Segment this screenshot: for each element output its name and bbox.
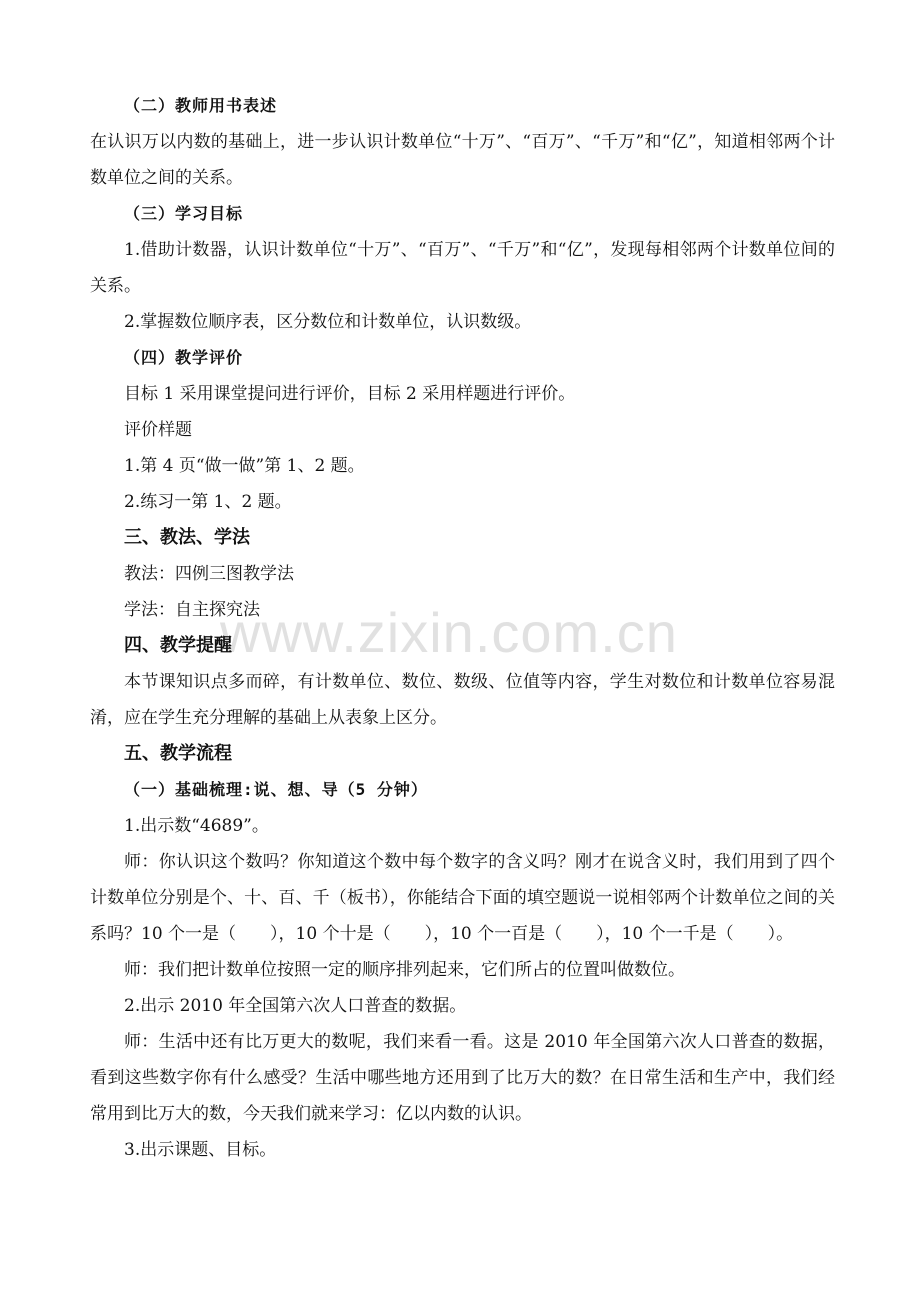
paragraph: 在认识万以内数的基础上，进一步认识计数单位“十万”、“百万”、“千万”和“亿”，知道相邻两个计数单位之间的关系。 <box>90 132 835 188</box>
document-page <box>90 88 835 1168</box>
paragraph: 2.练习一第 1、2 题。 <box>124 492 292 512</box>
paragraph: 评价样题 <box>124 420 192 440</box>
paragraph: 2.出示 2010 年全国第六次人口普查的数据。 <box>124 996 467 1016</box>
paragraph: 本节课知识点多而碎，有计数单位、数位、数级、位值等内容，学生对数位和计数单位容易混淆，应在学生充分理解的基础上从表象上区分。 <box>90 672 835 728</box>
subsection-heading: （三）学习目标 <box>124 204 244 223</box>
subsection-heading: （二）教师用书表述 <box>124 96 278 115</box>
paragraph: 1.第 4 页“做一做”第 1、2 题。 <box>124 456 365 476</box>
paragraph: 师：我们把计数单位按照一定的顺序排列起来，它们所占的位置叫做数位。 <box>124 960 685 980</box>
paragraph: 2.掌握数位顺序表，区分数位和计数单位，认识数级。 <box>124 312 532 332</box>
section-heading: 四、教学提醒 <box>124 635 232 656</box>
paragraph: 师：你认识这个数吗？你知道这个数中每个数字的含义吗？刚才在说含义时，我们用到了四个计数单位分别是个、十、百、千（板书），你能结合下面的填空题说一说相邻两个计数单位之间的关系吗？10 个一是（ ），10 个十是（ ），10 个一百是（ ），10 个一千是（ ）。 <box>90 852 835 944</box>
paragraph: 教法：四例三图教学法 <box>124 564 294 584</box>
paragraph: 1.借助计数器，认识计数单位“十万”、“百万”、“千万”和“亿”，发现每相邻两个计数单位间的关系。 <box>90 240 835 296</box>
paragraph: 学法：自主探究法 <box>124 600 260 620</box>
paragraph: 师：生活中还有比万更大的数呢，我们来看一看。这是 2010 年全国第六次人口普查的数据，看到这些数字你有什么感受？生活中哪些地方还用到了比万大的数？在日常生活和生产中，我们经常用到比万大的数，今天我们就来学习：亿以内数的认识。 <box>90 1032 835 1124</box>
section-heading: 三、教法、学法 <box>124 527 250 548</box>
subsection-heading: （一）基础梳理:说、想、导（5 分钟） <box>124 780 428 799</box>
subsection-heading: （四）教学评价 <box>124 348 244 367</box>
paragraph: 1.出示数“4689”。 <box>124 816 269 836</box>
paragraph: 3.出示课题、目标。 <box>124 1140 277 1160</box>
paragraph: 目标 1 采用课堂提问进行评价，目标 2 采用样题进行评价。 <box>124 384 576 404</box>
watermark: www.zixin.com.cn <box>220 601 678 664</box>
section-heading: 五、教学流程 <box>124 743 232 764</box>
